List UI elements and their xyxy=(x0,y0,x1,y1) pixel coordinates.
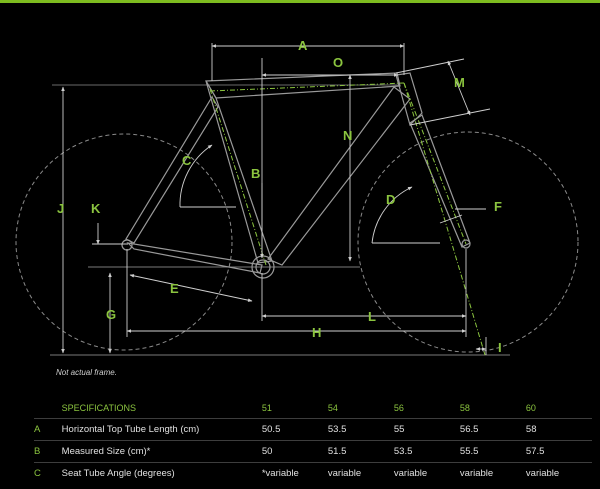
row-key: B xyxy=(34,446,41,457)
dimension-label-o: O xyxy=(333,55,344,70)
row-value: variable xyxy=(327,468,362,479)
front-wheel xyxy=(358,132,578,352)
row-value: 50.5 xyxy=(261,424,281,435)
dimension-label-e: E xyxy=(170,281,179,296)
size-column-header: 58 xyxy=(459,402,470,413)
dimension-label-l: L xyxy=(368,309,376,324)
dimension-label-a: A xyxy=(298,38,308,53)
row-value: 57.5 xyxy=(525,446,545,457)
dimension-label-j: J xyxy=(57,201,65,216)
size-column-header: 56 xyxy=(393,402,404,413)
row-name: Seat Tube Angle (degrees) xyxy=(61,468,175,479)
rear-wheel xyxy=(16,134,232,350)
table-row xyxy=(34,463,592,485)
dimension-label-h: H xyxy=(312,325,322,340)
row-key: C xyxy=(34,468,41,479)
dimension-label-n: N xyxy=(343,128,353,143)
row-value: variable xyxy=(393,468,428,479)
frame-centerlines xyxy=(210,83,485,355)
row-value: 55.5 xyxy=(459,446,479,457)
dimension-label-g: G xyxy=(106,307,117,322)
dimension-label-k: K xyxy=(91,201,101,216)
dimension-label-m: M xyxy=(454,75,465,90)
dimension-label-i: I xyxy=(498,340,502,355)
size-column-header: 60 xyxy=(525,402,536,413)
dimension-label-b: B xyxy=(251,166,261,181)
dimension-lines xyxy=(63,43,490,355)
frame-geometry-diagram xyxy=(0,3,600,365)
disclaimer-note: Not actual frame. xyxy=(56,368,117,377)
specifications-header-row xyxy=(34,397,592,419)
row-value: 53.5 xyxy=(393,446,413,457)
row-value: 55 xyxy=(393,424,405,435)
row-value: 53.5 xyxy=(327,424,347,435)
size-column-header: 54 xyxy=(327,402,338,413)
specifications-title: SPECIFICATIONS xyxy=(61,402,137,413)
row-name: Measured Size (cm)* xyxy=(61,446,151,457)
row-value: 56.5 xyxy=(459,424,479,435)
dimension-label-d: D xyxy=(386,192,396,207)
dimension-label-c: C xyxy=(182,153,192,168)
bike-frame xyxy=(122,73,470,278)
table-row xyxy=(34,419,592,441)
row-value: 51.5 xyxy=(327,446,347,457)
specifications-table xyxy=(34,397,592,484)
row-value: variable xyxy=(459,468,494,479)
row-name: Horizontal Top Tube Length (cm) xyxy=(61,424,200,435)
row-key: A xyxy=(34,424,41,435)
dimension-label-f: F xyxy=(494,199,502,214)
table-row xyxy=(34,441,592,463)
row-value: *variable xyxy=(261,468,299,479)
row-value: 58 xyxy=(525,424,537,435)
row-value: 50 xyxy=(261,446,273,457)
size-column-header: 51 xyxy=(261,402,272,413)
row-value: variable xyxy=(525,468,560,479)
